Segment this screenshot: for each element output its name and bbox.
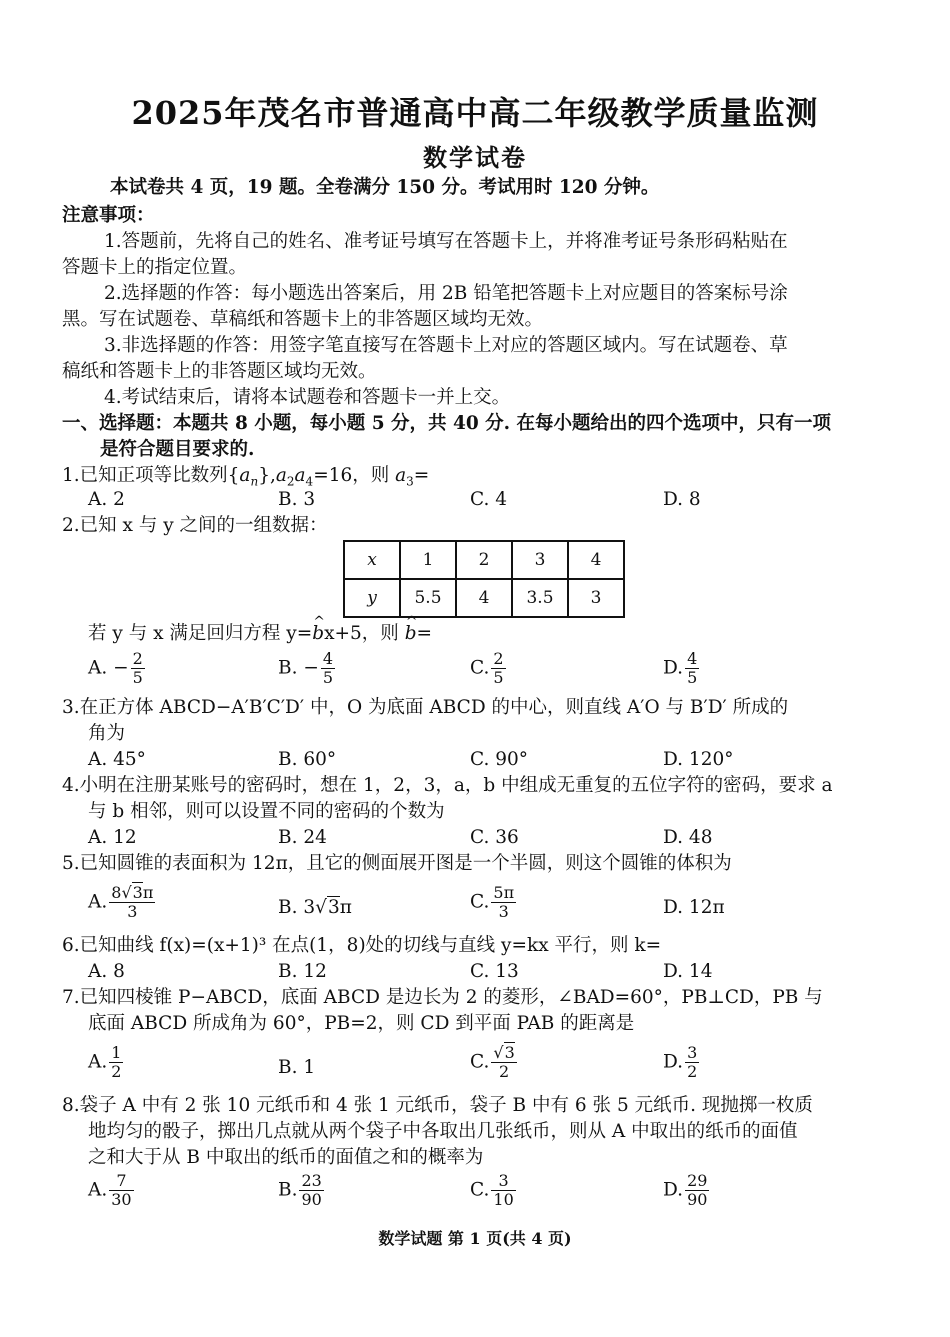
q1-option-d: D. 8 <box>663 489 701 510</box>
q2-option-a: A. − $\frac{2}{5}$ <box>88 649 143 687</box>
question-8-line-3: 之和大于从 B 中取出的纸币的面值之和的概率为 <box>88 1147 484 1168</box>
q5-option-b: B. 3√3π <box>278 897 352 918</box>
question-8-line-1: 8.袋子 A 中有 2 张 10 元纸币和 4 张 1 元纸币，袋子 B 中有 6 张 5 元纸币. 现抛掷一枚质 <box>62 1095 813 1116</box>
q5-option-d: D. 12π <box>663 897 725 918</box>
q2-option-b: B. − $\frac{4}{5}$ <box>278 649 334 687</box>
note-4: 4.考试结束后，请将本试题卷和答题卡一并上交。 <box>104 387 511 408</box>
page-subtitle: 数学试卷 <box>423 143 527 172</box>
table-cell: 4 <box>456 579 512 617</box>
note-2-line-2: 黑。写在试题卷、草稿纸和答题卡上的非答题区域均无效。 <box>62 309 544 330</box>
table-cell: 3 <box>568 579 624 617</box>
q8-option-c: C. $\frac{3}{10}$ <box>470 1171 514 1209</box>
table-cell: 4 <box>568 541 624 579</box>
exam-intro: 本试卷共 4 页，19 题。全卷满分 150 分。考试用时 120 分钟。 <box>110 177 660 198</box>
q4-option-b: B. 24 <box>278 827 327 848</box>
q5-option-c: C. $\frac{5\pi}{3}$ <box>470 883 515 921</box>
q8-option-b: B. $\frac{23}{90}$ <box>278 1171 322 1209</box>
q7-option-c: C. $\frac{√3}{2}$ <box>470 1043 515 1081</box>
question-4-line-1: 4.小明在注册某账号的密码时，想在 1，2，3，a，b 中组成无重复的五位字符的密码，要求 a <box>62 775 833 796</box>
table-cell: 1 <box>400 541 456 579</box>
question-1: 1.已知正项等比数列$\{a_n\},a_2a_4=16$，则 $a_3=$ <box>62 465 430 489</box>
notes-heading: 注意事项： <box>62 205 155 226</box>
q2-option-c: C. $\frac{2}{5}$ <box>470 649 504 687</box>
q6-option-b: B. 12 <box>278 961 327 982</box>
question-2: 2.已知 x 与 y 之间的一组数据： <box>62 515 328 536</box>
q2-option-d: D. $\frac{4}{5}$ <box>663 649 698 687</box>
q2-data-table <box>343 540 625 618</box>
question-6: 6.已知曲线 f(x)=(x+1)³ 在点(1，8)处的切线与直线 y=kx 平行，则 k= <box>62 935 662 956</box>
q7-option-a: A. $\frac{1}{2}$ <box>88 1043 122 1081</box>
table-cell: 5.5 <box>400 579 456 617</box>
note-1-line-2: 答题卡上的指定位置。 <box>62 257 248 278</box>
table-cell: y <box>344 579 400 617</box>
q4-option-d: D. 48 <box>663 827 713 848</box>
question-7-line-1: 7.已知四棱锥 P−ABCD，底面 ABCD 是边长为 2 的菱形，∠BAD=60°，PB⊥CD，PB 与 <box>62 987 823 1008</box>
table-cell: 3 <box>512 541 568 579</box>
question-3-line-2: 角为 <box>88 723 126 744</box>
q1-option-a: A. 2 <box>88 489 125 510</box>
q6-option-a: A. 8 <box>88 961 125 982</box>
q2-regression-text: 若 y 与 x 满足回归方程 y=^ bx+5，则 ^ b= <box>88 622 432 646</box>
question-7-line-2: 底面 ABCD 所成角为 60°，PB=2，则 CD 到平面 PAB 的距离是 <box>88 1013 635 1034</box>
note-1-line-1: 1.答题前，先将自己的姓名、准考证号填写在答题卡上，并将准考证号条形码粘贴在 <box>104 231 788 252</box>
table-cell: 3.5 <box>512 579 568 617</box>
q3-option-a: A. 45° <box>88 749 146 770</box>
q7-option-b: B. 1 <box>278 1057 316 1078</box>
question-8-line-2: 地均匀的骰子，掷出几点就从两个袋子中各取出几张纸币，则从 A 中取出的纸币的面值 <box>88 1121 798 1142</box>
q8-option-d: D. $\frac{29}{90}$ <box>663 1171 708 1209</box>
note-3-line-1: 3.非选择题的作答：用签字笔直接写在答题卡上对应的答题区域内。写在试题卷、草 <box>104 335 788 356</box>
q3-option-b: B. 60° <box>278 749 337 770</box>
q5-option-a: A. $\frac{8√3\pi}{3}$ <box>88 883 154 921</box>
q3-option-c: C. 90° <box>470 749 529 770</box>
page-title: 2025年茂名市普通高中高二年级教学质量监测 <box>131 94 819 132</box>
table-row <box>344 579 624 617</box>
q1-option-c: C. 4 <box>470 489 508 510</box>
table-cell: 2 <box>456 541 512 579</box>
question-3-line-1: 3.在正方体 ABCD−A′B′C′D′ 中，O 为底面 ABCD 的中心，则直线 A′O 与 B′D′ 所成的 <box>62 697 789 718</box>
section-1-heading: 一、选择题：本题共 8 小题，每小题 5 分，共 40 分. 在每小题给出的四个选项中，只有一项 <box>62 413 832 434</box>
q6-option-d: D. 14 <box>663 961 713 982</box>
question-4-line-2: 与 b 相邻，则可以设置不同的密码的个数为 <box>88 801 445 822</box>
q6-option-c: C. 13 <box>470 961 519 982</box>
q1-option-b: B. 3 <box>278 489 316 510</box>
section-1-heading-cont: 是符合题目要求的. <box>100 439 255 460</box>
q7-option-d: D. $\frac{3}{2}$ <box>663 1043 698 1081</box>
page-footer: 数学试题 第 1 页(共 4 页) <box>378 1229 572 1248</box>
table-row <box>344 541 624 579</box>
table-cell: x <box>344 541 400 579</box>
q4-option-c: C. 36 <box>470 827 519 848</box>
q8-option-a: A. $\frac{7}{30}$ <box>88 1171 132 1209</box>
q3-option-d: D. 120° <box>663 749 734 770</box>
note-2-line-1: 2.选择题的作答：每小题选出答案后，用 2B 铅笔把答题卡上对应题目的答案标号涂 <box>104 283 788 304</box>
note-3-line-2: 稿纸和答题卡上的非答题区域均无效。 <box>62 361 377 382</box>
q4-option-a: A. 12 <box>88 827 137 848</box>
question-5: 5.已知圆锥的表面积为 12π，且它的侧面展开图是一个半圆，则这个圆锥的体积为 <box>62 853 732 874</box>
